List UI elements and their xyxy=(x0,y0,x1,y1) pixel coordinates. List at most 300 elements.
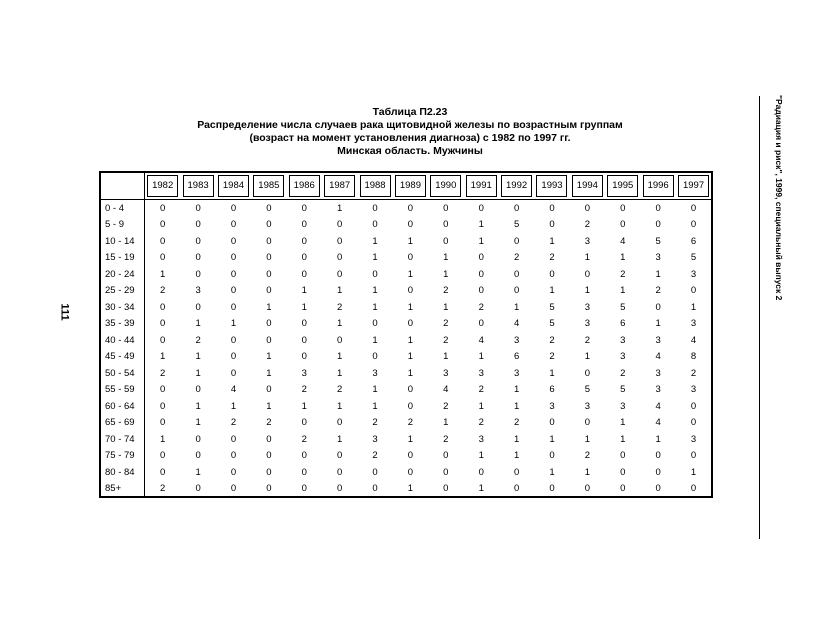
case-count-cell: 2 xyxy=(549,252,555,264)
case-count-cell: 1 xyxy=(372,285,378,297)
year-label: 1996 xyxy=(643,175,674,197)
cases-table xyxy=(99,171,713,498)
case-count-cell: 2 xyxy=(407,417,414,429)
case-count-cell: 0 xyxy=(407,202,414,214)
case-count-cell: 1 xyxy=(407,351,414,363)
case-count-cell: 1 xyxy=(690,301,697,313)
case-count-cell: 4 xyxy=(690,334,697,346)
case-count-cell: 2 xyxy=(372,417,378,429)
case-count-cell: 5 xyxy=(620,384,626,396)
case-count-cell: 2 xyxy=(478,301,484,313)
case-count-cell: 0 xyxy=(160,334,166,346)
case-count-cell: 1 xyxy=(513,301,520,313)
case-count-cell: 0 xyxy=(478,466,484,478)
case-count-cell: 0 xyxy=(230,219,237,231)
case-count-cell: 5 xyxy=(549,301,555,313)
case-count-cell: 1 xyxy=(478,450,484,462)
case-count-cell: 1 xyxy=(478,400,484,412)
case-count-cell: 1 xyxy=(443,268,449,280)
case-count-cell: 0 xyxy=(230,334,237,346)
case-count-cell: 6 xyxy=(690,235,697,247)
case-count-cell: 0 xyxy=(266,334,272,346)
case-count-cell: 2 xyxy=(301,384,307,396)
case-count-cell: 0 xyxy=(655,450,661,462)
table-row xyxy=(100,332,712,349)
case-count-cell: 1 xyxy=(372,301,378,313)
case-count-cell: 0 xyxy=(372,482,378,494)
table-subheading: (возраст на момент установления диагноза) с 1982 по 1997 гг. xyxy=(249,132,571,144)
age-group-cell: 40 - 44 xyxy=(100,332,145,349)
year-label: 1988 xyxy=(360,175,391,197)
case-count-cell: 2 xyxy=(160,482,166,494)
case-count-cell: 2 xyxy=(549,334,555,346)
case-count-cell: 0 xyxy=(443,466,449,478)
case-count-cell: 1 xyxy=(443,351,449,363)
year-header-cell xyxy=(428,172,463,200)
case-count-cell: 2 xyxy=(620,367,626,379)
year-header-cell xyxy=(216,172,251,200)
case-count-cell: 1 xyxy=(301,400,307,412)
case-count-cell: 1 xyxy=(443,301,449,313)
case-count-cell: 1 xyxy=(337,318,343,330)
case-count-cell: 0 xyxy=(690,202,697,214)
year-header-cell xyxy=(287,172,322,200)
case-count-cell: 1 xyxy=(620,252,626,264)
case-count-cell: 2 xyxy=(443,318,449,330)
table-row xyxy=(100,200,712,217)
table-row xyxy=(100,283,712,300)
case-count-cell: 0 xyxy=(690,219,697,231)
case-count-cell: 0 xyxy=(407,252,414,264)
case-count-cell: 1 xyxy=(407,301,414,313)
case-count-cell: 0 xyxy=(690,450,697,462)
case-count-cell: 2 xyxy=(337,384,343,396)
age-group-cell: 0 - 4 xyxy=(100,200,145,217)
case-count-cell: 2 xyxy=(478,384,484,396)
case-count-cell: 5 xyxy=(584,384,591,396)
case-count-cell: 2 xyxy=(690,367,697,379)
table-number: Таблица П2.23 xyxy=(372,106,448,118)
case-count-cell: 0 xyxy=(301,219,307,231)
case-count-cell: 1 xyxy=(372,235,378,247)
case-count-cell: 1 xyxy=(655,433,661,445)
case-count-cell: 0 xyxy=(443,235,449,247)
case-count-cell: 0 xyxy=(230,252,237,264)
case-count-cell: 1 xyxy=(407,367,414,379)
table-row xyxy=(100,250,712,267)
age-group-cell: 75 - 79 xyxy=(100,448,145,465)
age-group-cell: 60 - 64 xyxy=(100,398,145,415)
case-count-cell: 1 xyxy=(372,384,378,396)
case-count-cell: 0 xyxy=(266,384,272,396)
case-count-cell: 0 xyxy=(690,482,697,494)
case-count-cell: 0 xyxy=(195,252,201,264)
year-label: 1986 xyxy=(289,175,320,197)
case-count-cell: 0 xyxy=(230,235,237,247)
case-count-cell: 0 xyxy=(584,367,591,379)
case-count-cell: 4 xyxy=(513,318,520,330)
case-count-cell: 0 xyxy=(230,466,237,478)
case-count-cell: 0 xyxy=(160,384,166,396)
table-row xyxy=(100,365,712,382)
case-count-cell: 1 xyxy=(584,252,591,264)
case-count-cell: 4 xyxy=(620,235,626,247)
case-count-cell: 4 xyxy=(443,384,449,396)
case-count-cell: 1 xyxy=(478,219,484,231)
year-label: 1995 xyxy=(607,175,638,197)
case-count-cell: 0 xyxy=(443,202,449,214)
year-label: 1985 xyxy=(253,175,284,197)
case-count-cell: 3 xyxy=(478,433,484,445)
case-count-cell: 0 xyxy=(478,252,484,264)
case-count-cell: 3 xyxy=(690,268,697,280)
case-count-cell: 0 xyxy=(195,450,201,462)
case-count-cell: 1 xyxy=(443,252,449,264)
case-count-cell: 1 xyxy=(655,318,661,330)
case-count-cell: 6 xyxy=(549,384,555,396)
case-count-cell: 0 xyxy=(160,450,166,462)
case-count-cell: 2 xyxy=(513,252,520,264)
case-count-cell: 0 xyxy=(195,384,201,396)
case-count-cell: 0 xyxy=(407,466,414,478)
case-count-cell: 0 xyxy=(195,219,201,231)
case-count-cell: 0 xyxy=(690,400,697,412)
case-count-cell: 2 xyxy=(443,433,449,445)
table-row xyxy=(100,266,712,283)
case-count-cell: 0 xyxy=(230,351,237,363)
case-count-cell: 0 xyxy=(372,318,378,330)
case-count-cell: 2 xyxy=(620,268,626,280)
case-count-cell: 0 xyxy=(620,202,626,214)
case-count-cell: 2 xyxy=(443,285,449,297)
year-label: 1994 xyxy=(572,175,603,197)
case-count-cell: 3 xyxy=(372,367,378,379)
age-group-cell: 20 - 24 xyxy=(100,266,145,283)
case-count-cell: 2 xyxy=(584,219,591,231)
age-group-cell: 30 - 34 xyxy=(100,299,145,316)
case-count-cell: 5 xyxy=(549,318,555,330)
case-count-cell: 0 xyxy=(337,235,343,247)
case-count-cell: 0 xyxy=(337,466,343,478)
case-count-cell: 0 xyxy=(513,466,520,478)
case-count-cell: 0 xyxy=(266,219,272,231)
table-region: Минская область. Мужчины xyxy=(337,145,483,157)
case-count-cell: 1 xyxy=(549,367,555,379)
case-count-cell: 0 xyxy=(372,268,378,280)
case-count-cell: 1 xyxy=(549,285,555,297)
year-label: 1991 xyxy=(466,175,497,197)
table-row xyxy=(100,349,712,366)
year-header-cell xyxy=(251,172,286,200)
case-count-cell: 3 xyxy=(655,367,661,379)
year-label: 1984 xyxy=(218,175,249,197)
table-row xyxy=(100,464,712,481)
case-count-cell: 0 xyxy=(160,417,166,429)
case-count-cell: 0 xyxy=(513,268,520,280)
case-count-cell: 0 xyxy=(301,417,307,429)
case-count-cell: 0 xyxy=(337,450,343,462)
case-count-cell: 0 xyxy=(230,202,237,214)
case-count-cell: 0 xyxy=(266,318,272,330)
case-count-cell: 1 xyxy=(195,367,201,379)
case-count-cell: 2 xyxy=(584,334,591,346)
case-count-cell: 3 xyxy=(584,301,591,313)
case-count-cell: 1 xyxy=(337,400,343,412)
case-count-cell: 3 xyxy=(372,433,378,445)
year-header-cell xyxy=(393,172,428,200)
case-count-cell: 3 xyxy=(195,285,201,297)
case-count-cell: 0 xyxy=(195,433,201,445)
case-count-cell: 0 xyxy=(195,202,201,214)
case-count-cell: 0 xyxy=(301,268,307,280)
case-count-cell: 0 xyxy=(301,318,307,330)
year-header-cell xyxy=(357,172,392,200)
case-count-cell: 4 xyxy=(655,351,661,363)
case-count-cell: 3 xyxy=(620,400,626,412)
case-count-cell: 2 xyxy=(337,301,343,313)
case-count-cell: 1 xyxy=(407,433,414,445)
year-header-cell xyxy=(145,172,181,200)
case-count-cell: 2 xyxy=(266,417,272,429)
case-count-cell: 4 xyxy=(478,334,484,346)
case-count-cell: 0 xyxy=(478,318,484,330)
case-count-cell: 0 xyxy=(443,219,449,231)
case-count-cell: 0 xyxy=(266,482,272,494)
case-count-cell: 0 xyxy=(549,202,555,214)
year-label: 1989 xyxy=(395,175,426,197)
table-row xyxy=(100,398,712,415)
year-label: 1993 xyxy=(536,175,567,197)
age-group-cell: 70 - 74 xyxy=(100,431,145,448)
case-count-cell: 1 xyxy=(407,235,414,247)
case-count-cell: 1 xyxy=(372,400,378,412)
age-group-cell: 25 - 29 xyxy=(100,283,145,300)
case-count-cell: 1 xyxy=(620,285,626,297)
case-count-cell: 1 xyxy=(620,417,626,429)
case-count-cell: 0 xyxy=(584,268,591,280)
case-count-cell: 0 xyxy=(337,219,343,231)
case-count-cell: 0 xyxy=(690,285,697,297)
case-count-cell: 1 xyxy=(195,417,201,429)
case-count-cell: 0 xyxy=(620,482,626,494)
case-count-cell: 0 xyxy=(549,417,555,429)
case-count-cell: 1 xyxy=(160,433,166,445)
table-row xyxy=(100,217,712,234)
case-count-cell: 0 xyxy=(690,417,697,429)
table-row xyxy=(100,431,712,448)
case-count-cell: 1 xyxy=(372,334,378,346)
case-count-cell: 1 xyxy=(266,301,272,313)
case-count-cell: 2 xyxy=(478,417,484,429)
case-count-cell: 1 xyxy=(337,285,343,297)
year-header-cell xyxy=(464,172,499,200)
case-count-cell: 0 xyxy=(230,301,237,313)
case-count-cell: 1 xyxy=(584,351,591,363)
case-count-cell: 0 xyxy=(301,450,307,462)
case-count-cell: 1 xyxy=(584,466,591,478)
table-heading: Распределение числа случаев рака щитовидной железы по возрастным группам xyxy=(197,119,623,131)
case-count-cell: 0 xyxy=(160,252,166,264)
table-row xyxy=(100,415,712,432)
case-count-cell: 0 xyxy=(337,482,343,494)
case-count-cell: 3 xyxy=(301,367,307,379)
case-count-cell: 0 xyxy=(266,268,272,280)
case-count-cell: 0 xyxy=(230,433,237,445)
year-label: 1987 xyxy=(324,175,355,197)
case-count-cell: 0 xyxy=(584,482,591,494)
year-label: 1982 xyxy=(147,175,178,197)
case-count-cell: 0 xyxy=(337,252,343,264)
age-group-cell: 10 - 14 xyxy=(100,233,145,250)
age-group-cell: 85+ xyxy=(100,481,145,497)
case-count-cell: 1 xyxy=(337,351,343,363)
side-rule xyxy=(759,96,760,539)
year-header-cell xyxy=(570,172,605,200)
case-count-cell: 0 xyxy=(372,351,378,363)
case-count-cell: 1 xyxy=(266,351,272,363)
case-count-cell: 0 xyxy=(160,318,166,330)
case-count-cell: 1 xyxy=(195,351,201,363)
case-count-cell: 0 xyxy=(655,301,661,313)
case-count-cell: 1 xyxy=(230,400,237,412)
case-count-cell: 4 xyxy=(655,400,661,412)
case-count-cell: 2 xyxy=(655,285,661,297)
case-count-cell: 3 xyxy=(443,367,449,379)
case-count-cell: 2 xyxy=(160,285,166,297)
age-group-cell: 80 - 84 xyxy=(100,464,145,481)
case-count-cell: 0 xyxy=(513,235,520,247)
case-count-cell: 5 xyxy=(620,301,626,313)
case-count-cell: 1 xyxy=(407,268,414,280)
case-count-cell: 0 xyxy=(195,268,201,280)
case-count-cell: 0 xyxy=(407,400,414,412)
case-count-cell: 1 xyxy=(513,400,520,412)
case-count-cell: 1 xyxy=(195,400,201,412)
case-count-cell: 0 xyxy=(266,466,272,478)
age-group-cell: 65 - 69 xyxy=(100,415,145,432)
case-count-cell: 0 xyxy=(584,417,591,429)
case-count-cell: 0 xyxy=(407,318,414,330)
case-count-cell: 0 xyxy=(372,466,378,478)
case-count-cell: 1 xyxy=(478,351,484,363)
case-count-cell: 0 xyxy=(160,219,166,231)
age-group-cell: 45 - 49 xyxy=(100,349,145,366)
table-row xyxy=(100,382,712,399)
year-label: 1990 xyxy=(430,175,461,197)
case-count-cell: 2 xyxy=(443,400,449,412)
year-header-cell xyxy=(534,172,569,200)
case-count-cell: 3 xyxy=(584,235,591,247)
year-header-cell xyxy=(605,172,640,200)
case-count-cell: 0 xyxy=(195,482,201,494)
case-count-cell: 0 xyxy=(549,450,555,462)
case-count-cell: 1 xyxy=(407,334,414,346)
case-count-cell: 1 xyxy=(584,285,591,297)
case-count-cell: 4 xyxy=(655,417,661,429)
case-count-cell: 2 xyxy=(160,367,166,379)
case-count-cell: 3 xyxy=(513,334,520,346)
case-count-cell: 0 xyxy=(407,285,414,297)
case-count-cell: 0 xyxy=(655,219,661,231)
case-count-cell: 2 xyxy=(195,334,201,346)
case-count-cell: 2 xyxy=(443,334,449,346)
case-count-cell: 0 xyxy=(549,219,555,231)
year-header-cell xyxy=(499,172,534,200)
case-count-cell: 0 xyxy=(160,202,166,214)
case-count-cell: 3 xyxy=(620,351,626,363)
case-count-cell: 1 xyxy=(513,450,520,462)
case-count-cell: 3 xyxy=(584,400,591,412)
age-group-cell: 50 - 54 xyxy=(100,365,145,382)
case-count-cell: 0 xyxy=(230,268,237,280)
case-count-cell: 1 xyxy=(513,384,520,396)
case-count-cell: 3 xyxy=(655,384,661,396)
case-count-cell: 0 xyxy=(549,482,555,494)
year-header-cell xyxy=(322,172,357,200)
case-count-cell: 1 xyxy=(301,285,307,297)
age-group-cell: 5 - 9 xyxy=(100,217,145,234)
case-count-cell: 0 xyxy=(407,450,414,462)
case-count-cell: 1 xyxy=(407,482,414,494)
case-count-cell: 1 xyxy=(690,466,697,478)
case-count-cell: 0 xyxy=(160,400,166,412)
case-count-cell: 1 xyxy=(513,433,520,445)
case-count-cell: 3 xyxy=(549,400,555,412)
case-count-cell: 0 xyxy=(266,450,272,462)
case-count-cell: 0 xyxy=(478,285,484,297)
case-count-cell: 0 xyxy=(478,202,484,214)
case-count-cell: 1 xyxy=(337,367,343,379)
case-count-cell: 0 xyxy=(655,202,661,214)
case-count-cell: 0 xyxy=(478,268,484,280)
case-count-cell: 0 xyxy=(620,466,626,478)
year-header-row xyxy=(100,172,712,200)
side-caption-text: "Радиация и риск", 1999, специальный выпуск 2 xyxy=(774,95,784,301)
case-count-cell: 0 xyxy=(301,334,307,346)
case-count-cell: 1 xyxy=(160,268,166,280)
case-count-cell: 3 xyxy=(655,334,661,346)
case-count-cell: 1 xyxy=(443,417,449,429)
case-count-cell: 0 xyxy=(266,252,272,264)
year-label: 1992 xyxy=(501,175,532,197)
table-row xyxy=(100,299,712,316)
case-count-cell: 3 xyxy=(690,433,697,445)
case-count-cell: 0 xyxy=(655,482,661,494)
case-count-cell: 0 xyxy=(407,384,414,396)
case-count-cell: 1 xyxy=(372,252,378,264)
page-number: 111 xyxy=(58,303,71,321)
case-count-cell: 5 xyxy=(655,235,661,247)
case-count-cell: 0 xyxy=(266,285,272,297)
case-count-cell: 0 xyxy=(160,235,166,247)
case-count-cell: 5 xyxy=(690,252,697,264)
case-count-cell: 2 xyxy=(230,417,237,429)
case-count-cell: 0 xyxy=(620,219,626,231)
case-count-cell: 3 xyxy=(584,318,591,330)
case-count-cell: 2 xyxy=(584,450,591,462)
case-count-cell: 0 xyxy=(443,482,449,494)
case-count-cell: 0 xyxy=(266,433,272,445)
case-count-cell: 0 xyxy=(655,466,661,478)
case-count-cell: 0 xyxy=(195,235,201,247)
year-header-cell xyxy=(676,172,712,200)
case-count-cell: 1 xyxy=(584,433,591,445)
case-count-cell: 1 xyxy=(549,433,555,445)
case-count-cell: 0 xyxy=(195,301,201,313)
case-count-cell: 3 xyxy=(513,367,520,379)
case-count-cell: 0 xyxy=(301,235,307,247)
case-count-cell: 1 xyxy=(655,268,661,280)
